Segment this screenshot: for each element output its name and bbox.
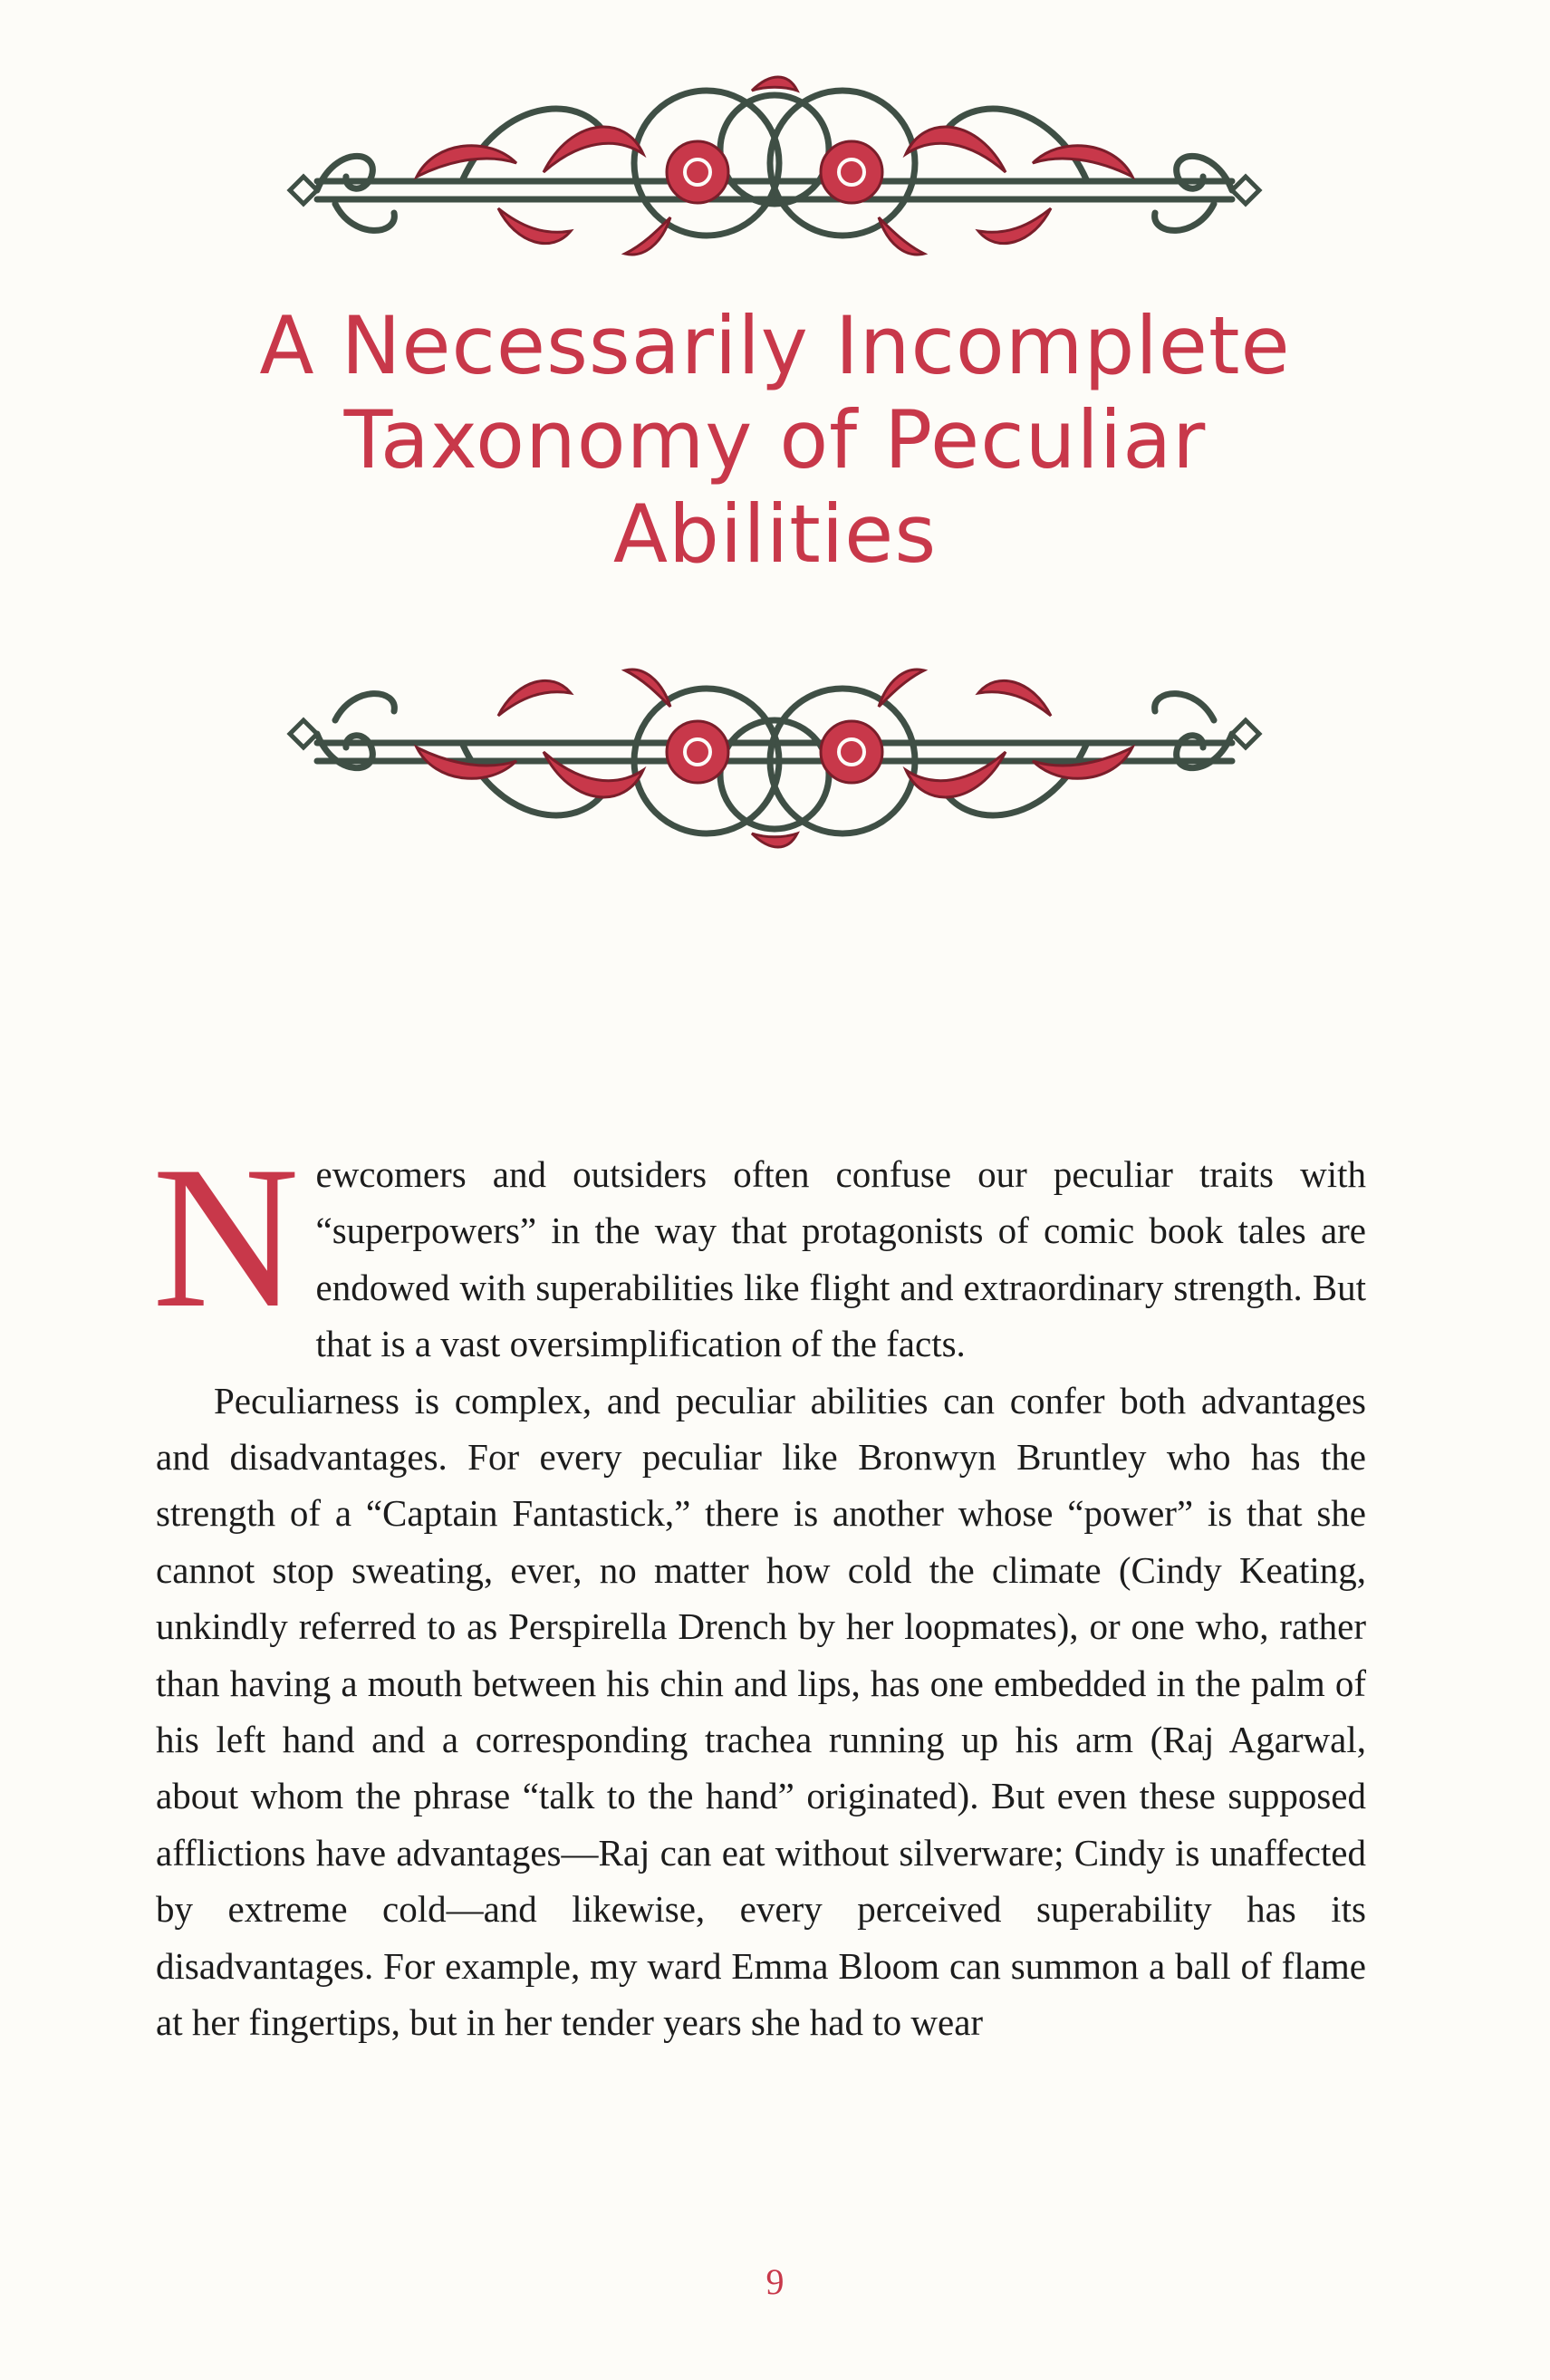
bottom-floral-ornament-icon: [281, 652, 1268, 861]
title-line-3: Abilities: [612, 487, 938, 581]
paragraph-2: Peculiarness is complex, and peculiar abilities can confer both advantages and disadvantages. For every peculiar like Bronwyn Bruntley who has the strength of a “Captain Fantastick,” there is another whose “power” is that she cannot stop sweating, ever, no matter how cold the climate (Cindy Keating, unkindly referred to as Perspirella Drench by her loopmates), or one who, rather than having a mouth between his chin and lips, has one embedded in the palm of his left hand and a corresponding trachea running up his arm (Raj Agarwal, about whom the phrase “talk to the hand” originated). But even these supposed afflictions have advantages—Raj can eat without silverware; Cindy is unaffected by extreme cold—and likewise, every perceived superability has its disadvantages. For example, my ward Emma Bloom can summon a ball of flame at her fingertips, but in her tender years she had to wear: [156, 1379, 1366, 2044]
drop-cap: N: [152, 1123, 300, 1350]
paragraph-1-text: ewcomers and outsiders often confuse our peculiar traits with “superpowers” in the way that protagonists of comic book tales are endowed with superabilities like flight and extraordinary strength. But that is a vast oversimplification of the facts.: [315, 1153, 1366, 1365]
title-line-2: Taxonomy of Peculiar: [343, 393, 1207, 487]
page-number: 9: [765, 2261, 785, 2302]
top-floral-ornament-icon: [281, 63, 1268, 272]
paragraph-1: [152, 1123, 1366, 1373]
body-text: [152, 1123, 1366, 2051]
chapter-title: [136, 299, 1414, 582]
title-line-1: A Necessarily Incomplete: [259, 299, 1291, 392]
